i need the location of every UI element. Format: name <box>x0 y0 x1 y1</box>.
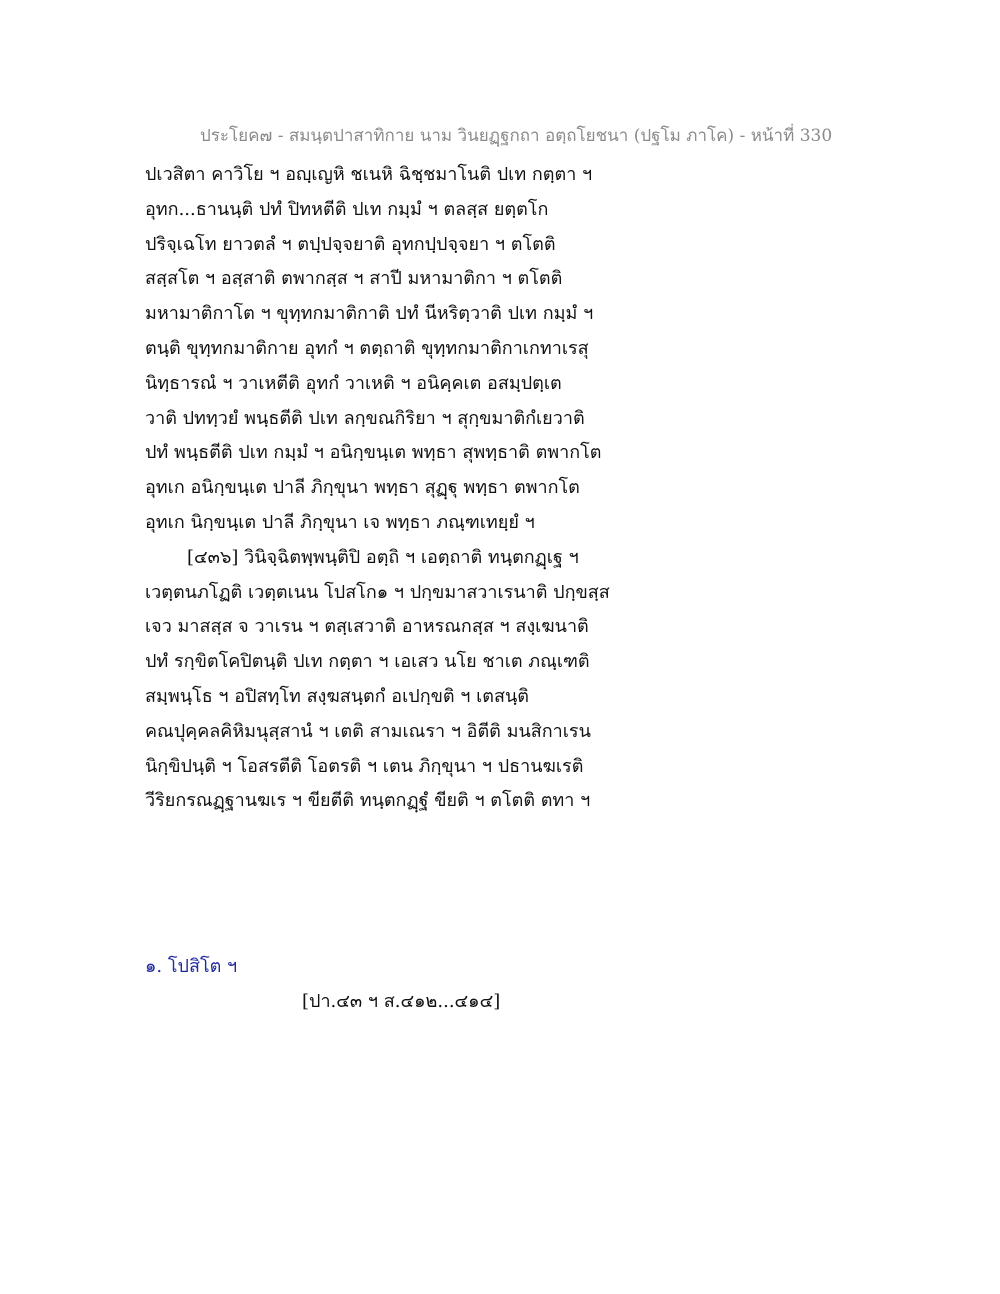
text-line: ปเวสิตา คาวิโย ฯ อญฺเญหิ ชเนหิ ฉิชฺชมาโนติ ปเท กตฺตา ฯ <box>145 164 593 185</box>
text-line: สสฺสโต ฯ อสฺสาติ ตพากสฺส ฯ สาปี มหามาติกา ฯ ตโตติ <box>145 268 563 290</box>
text-line: มหามาติกาโต ฯ ขุทฺทกมาติกาติ ปทํ นีหริตฺวาติ ปเท กมฺมํ ฯ <box>145 303 594 325</box>
text-line: นิทฺธารณํ ฯ วาเหตีติ อุทกํ วาเหติ ฯ อนิคฺคเต อสมฺปตฺเต <box>145 372 562 394</box>
text-line: เวตฺตนภโฏติ เวตฺตเนน โปสโก๑ ฯ ปกฺขมาสวาเรนาติ ปกฺขสฺส <box>145 581 610 603</box>
text-line: คณปุคฺคลคิหิมนุสฺสานํ ฯ เตติ สามเณรา ฯ อิตีติ มนสิกาเรน <box>145 720 591 742</box>
text-line: วีริยกรณฏฺฐานฆเร ฯ ขียตีติ ทนฺตกฏฺฐํ ขียติ ฯ ตโตติ ตทา ฯ <box>145 790 591 812</box>
text-line: วาติ ปททฺวยํ พนฺธตีติ ปเท ลกฺขณกิริยา ฯ สุกฺขมาติกํเยวาติ <box>145 407 585 429</box>
text-line: อุทเก นิกฺขนฺเต ปาลี ภิกฺขุนา เจ พทฺธา ภณฺฑเทยฺยํ ฯ <box>145 511 535 533</box>
text-line: ปทํ รกฺขิตโคปิตนฺติ ปเท กตฺตา ฯ เอเสว นโย ชาเต ภณฺเฑติ <box>145 651 590 673</box>
text-line: ปทํ พนฺธตีติ ปเท กมฺมํ ฯ อนิกฺขนฺเต พทฺธา สุพทฺธาติ ตพากโต <box>145 442 602 464</box>
body-text <box>145 158 665 819</box>
text-line: ปริจฺเฉโท ยาวตลํ ฯ ตปฺปจฺจยาติ อุทกปฺปจฺจยา ฯ ตโตติ <box>145 233 556 255</box>
page-header: ประโยค๗ - สมนฺตปาสาทิกาย นาม วินยฏฺฐกถา อตฺถโยชนา (ปฐโม ภาโค) - หน้าที่ 330 <box>200 126 833 146</box>
text-line: อุทก...ธานนฺติ ปทํ ปิทหตีติ ปเท กมฺมํ ฯ ตลสฺส ยตฺตโก <box>145 198 549 220</box>
paragraph-start-line: [๔๓๖] วินิจฺฉิตพฺพนฺติปิ อตฺถิ ฯ เอตฺถาติ ทนฺตกฏฺเฐ ฯ <box>187 546 579 568</box>
page-reference: [ปา.๔๓ ฯ ส.๔๑๒...๔๑๔] <box>302 991 501 1012</box>
text-line: ตนฺติ ขุทฺทกมาติกาย อุทกํ ฯ ตตฺถาติ ขุทฺทกมาติกาเกทาเรสุ <box>145 337 589 359</box>
text-line: สมฺพนฺโธ ฯ อปิสทฺโท สงฺฆสนฺตกํ อเปกฺขติ ฯ เตสนฺติ <box>145 685 529 707</box>
text-line: เจว มาสสฺส จ วาเรน ฯ ตสฺเสวาติ อาหรณกสฺส ฯ สงฺเฆนาติ <box>145 616 589 638</box>
text-line: อุทเก อนิกฺขนฺเต ปาลี ภิกฺขุนา พทฺธา สุฏฺฐุ พทฺธา ตพากโต <box>145 477 580 499</box>
footnote: ๑. โปสิโต ฯ <box>145 956 238 977</box>
text-line: นิกฺขิปนฺติ ฯ โอสรตีติ โอตรติ ฯ เตน ภิกฺขุนา ฯ ปธานฆเรติ <box>145 755 584 777</box>
